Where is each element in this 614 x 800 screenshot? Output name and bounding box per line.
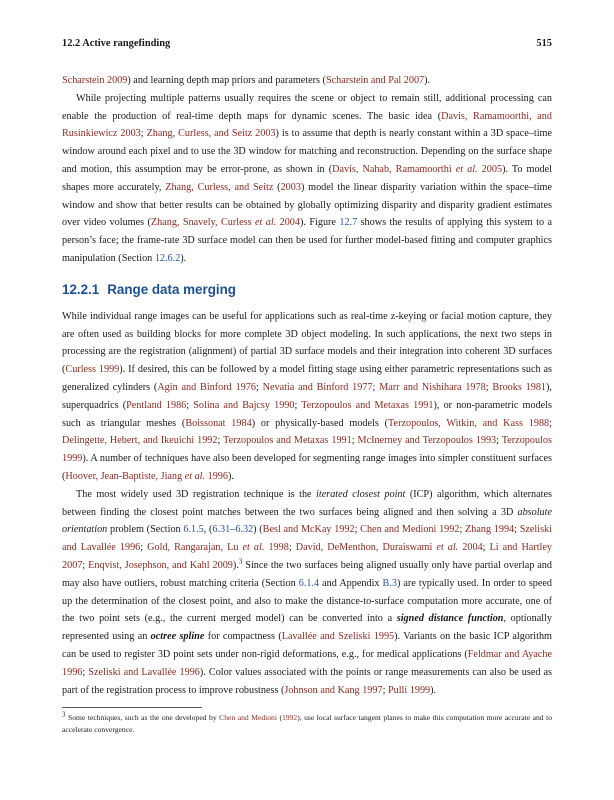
paragraph-4: The most widely used 3D registration technique is the iterated closest point (ICP) algorithm, which alternates between finding the closest point matches between the two surfaces being aligned and then solving a 3D absolute orientation problem (Section 6.1.5, (6.31–6.32) (Besl and McKay 1992; Chen and Medioni 1992; Zhang 1994; Szeliski and Lavallée 1996; Gold, Rangarajan, Lu et al. 1998; David, DeMenthon, Duraiswami et al. 2004; Li and Hartley 2007; Enqvist, Josephson, and Kahl 2009).$^3$ Since the two surfaces being aligned usually only have partial overlap and may also have outliers, robust matching criteria (Section 6.1.4 and Appendix B.3) are typically used. In order to speed up the determination of the closest point, and also to make the distance-to-surface computation more accurate, one of the two point sets (e.g., the current merged model) can be converted into a signed distance function, optionally represented using an octree spline for compactness (Lavallée and Szeliski 1995). Variants on the basic ICP algorithm can be used to register 3D point sets under non-rigid deformations, e.g., for medical applications (Feldmar and Ayache 1996; Szeliski and Lavallée 1996). Color values associated with the points or range measurements can also be used as part of the registration process to improve robustness (Johnson and Kang 1997; Pulli 1999). [62,488,553,696]
citation[interactable]: McInerney and Terzopoulos 1993 [357,435,497,447]
running-header [62,38,552,52]
citation[interactable]: Feldmar and Ayache 1996 [62,648,552,678]
citation[interactable]: Solina and Bajcsy 1990 [193,399,295,411]
citation[interactable]: Chen and Medioni [219,713,277,723]
page-body [62,72,552,735]
footnote-divider [62,707,202,708]
citation[interactable]: Scharstein and Pal 2007 [325,75,425,86]
citation[interactable]: Terzopoulos and Metaxas 1991 [223,435,352,447]
equation-link[interactable]: 6.31 [212,524,231,536]
citation[interactable]: Chen and Medioni 1992 [360,524,460,536]
citation[interactable]: Li and Hartley 2007 [62,542,552,571]
citation[interactable]: Marr and Nishihara 1978 [379,381,486,393]
citation[interactable]: Delingette, Hebert, and Ikeuichi 1992 [62,435,218,447]
citation[interactable]: Curless 1999 [65,364,120,376]
citation[interactable]: Davis, Nahab, Ramamoorthi et al. 2005 [332,163,503,175]
paragraph-3: While individual range images can be useful for applications such as real-time z-keying or facial motion capture, they are often used as building blocks for more complete 3D object modeling. In such applications, the next two steps in processing are the registration (alignment) of partial 3D surface models and their integration into coherent 3D surfaces (Curless 1999). If desired, this can be followed by a model fitting stage using either parametric representations such as generalized cylinders (Agin and Binford 1976; Nevatia and Binford 1977; Marr and Nishihara 1978; Brooks 1981), superquadrics (Pentland 1986; Solina and Bajcsy 1990; Terzopoulos and Metaxas 1991), or non-parametric models such as triangular meshes (Boissonat 1984) or physically-based models (Terzopoulos, Witkin, and Kass 1988; Delingette, Hebert, and Ikeuichi 1992; Terzopoulos and Metaxas 1991; McInerney and Terzopoulos 1993; Terzopoulos 1999). A number of techniques have also been developed for segmenting range images into simpler constituent surfaces (Hoover, Jean-Baptiste, Jiang et al. 1996). [62,310,553,482]
footnote: $^3$ Some techniques, such as the one developed by Chen and Medioni (1992), use local surface tangent planes to make this computation more accurate and to accelerate convergence. [62,710,552,734]
citation[interactable]: Scharstein 2009 [62,75,128,86]
section-link[interactable]: 12.6.2 [154,252,181,264]
appendix-link[interactable]: B.3 [382,577,397,589]
emphasis: absolute orientation [62,506,552,536]
citation[interactable]: Szeliski and Lavallée 1996 [62,524,552,554]
figure-link[interactable]: 12.7 [339,217,358,229]
section-link[interactable]: 6.1.5 [183,524,204,536]
citation[interactable]: Zhang, Curless, and Seitz 2003 [146,128,276,140]
equation-link[interactable]: 6.32 [235,524,254,536]
paragraph-2: While projecting multiple patterns usually requires the scene or object to remain still, additional processing can enable the production of real-time depth maps for dynamic scenes. The basic idea (Davis, Ramamoorthi, and Rusinkiewicz 2003; Zhang, Curless, and Seitz 2003) is to assume that depth is nearly constant within a 3D space–time window around each pixel and to use the 3D window for matching and reconstruction. Depending on the surface shape and motion, this assumption may be error-prone, as shown in (Davis, Nahab, Ramamoorthi et al. 2005). To model shapes more accurately, Zhang, Curless, and Seitz (2003) model the linear disparity variation within the space–time window and show that better results can be obtained by globally optimizing disparity and disparity gradient estimates over video volumes (Zhang, Snavely, Curless et al. 2004). Figure 12.7 shows the results of applying this system to a person’s face; the frame-rate 3D surface model can then be used for further model-based fitting and computer graphics manipulation (Section 12.6.2). [62,92,553,264]
citation[interactable]: Boissonat 1984 [185,417,252,429]
citation[interactable]: 2003 [280,181,301,193]
citation[interactable]: Agin and Binford 1976 [157,381,256,393]
section-link[interactable]: 6.1.4 [298,577,320,589]
section-number: 12.2.1 [62,281,100,297]
citation[interactable]: Gold, Rangarajan, Lu et al. 1998 [147,542,289,554]
citation[interactable]: Enqvist, Josephson, and Kahl 2009 [88,559,233,571]
citation[interactable]: Terzopoulos, Witkin, and Kass 1988 [388,417,550,429]
citation[interactable]: David, DeMenthon, Duraiswami et al. 2004 [295,542,483,554]
section-title: Range data merging [107,281,236,297]
emphasis: iterated closest point [316,488,406,500]
citation[interactable]: Johnson and Kang 1997 [284,684,383,696]
citation[interactable]: Zhang 1994 [465,524,515,536]
footnote-number: 3 [62,710,66,719]
citation[interactable]: Davis, Ramamoorthi, and Rusinkiewicz 2003 [62,110,552,140]
citation[interactable]: Terzopoulos and Metaxas 1991 [301,399,434,411]
paragraph-1: Scharstein 2009) and learning depth map priors and parameters (Scharstein and Pal 2007). [62,75,431,86]
chapter-section-title: 12.2 Active rangefinding [62,38,171,49]
emphasis: signed distance function [396,613,504,625]
citation[interactable]: Lavallée and Szeliski 1995 [281,631,395,643]
citation[interactable]: Zhang, Curless, and Seitz [165,181,274,193]
citation[interactable]: Zhang, Snavely, Curless et al. 2004 [150,217,300,229]
citation[interactable]: 1992 [282,713,298,723]
citation[interactable]: Brooks 1981 [492,381,547,393]
citation[interactable]: Terzopoulos 1999 [62,435,552,465]
citation[interactable]: Pulli 1999 [387,684,431,696]
citation[interactable]: Nevatia and Binford 1977 [262,381,373,393]
citation[interactable]: Szeliski and Lavallée 1996 [88,666,200,678]
footnote-marker[interactable]: 3 [238,557,243,566]
citation[interactable]: Pentland 1986 [126,399,187,411]
citation[interactable]: Hoover, Jean-Baptiste, Jiang et al. 1996 [65,470,228,482]
emphasis: octree spline [150,631,205,643]
page-number: 515 [536,38,552,49]
citation[interactable]: Besl and McKay 1992 [262,524,355,536]
section-heading [62,281,552,299]
